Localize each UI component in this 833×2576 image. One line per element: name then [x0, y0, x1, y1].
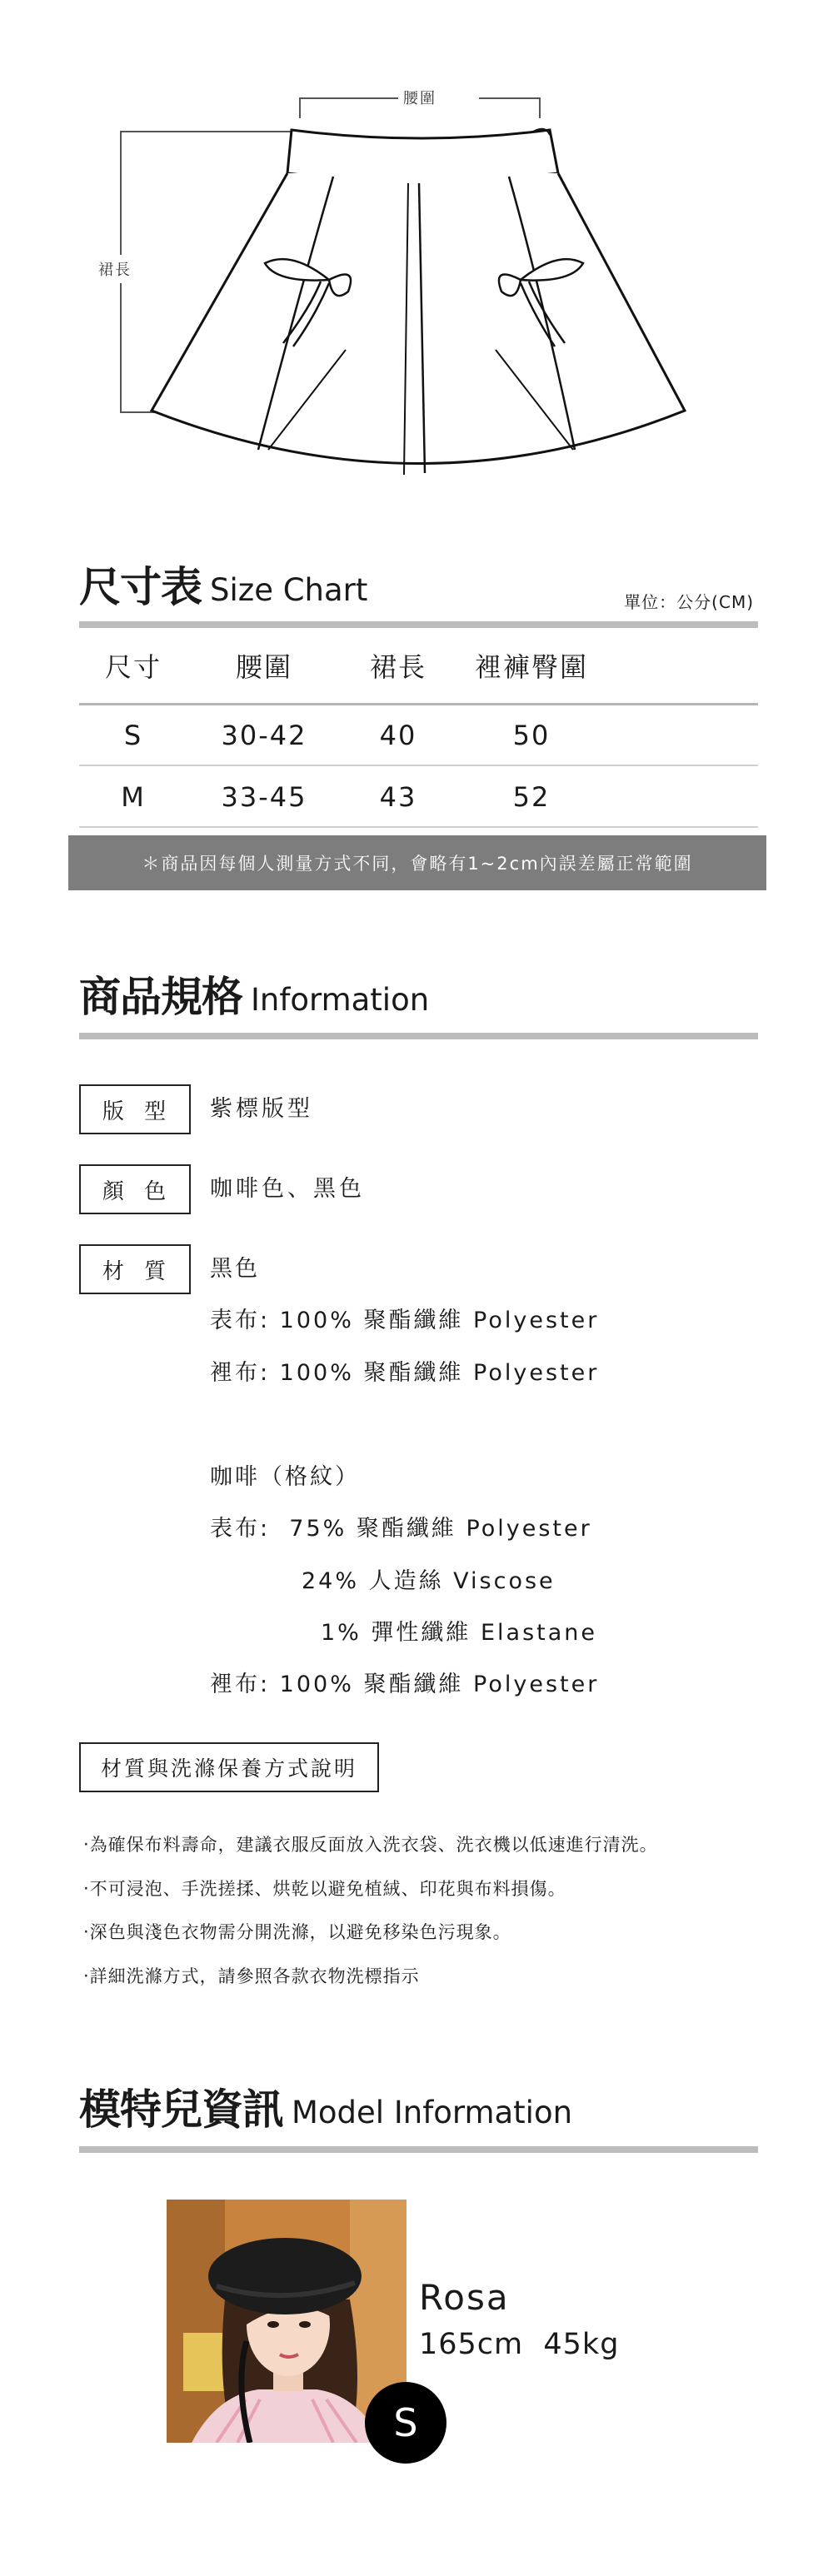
- table-row: [79, 773, 758, 821]
- length-dimension-label: 裙長: [98, 255, 132, 283]
- size-chart-divider: [79, 621, 758, 628]
- spec-title-zh: 商品規格: [79, 973, 242, 1021]
- size-chart-title-en: Size Chart: [210, 572, 368, 608]
- care-line: ‧為確保布料壽命，建議衣服反面放入洗衣袋、洗衣機以低速進行清洗。: [83, 1835, 658, 1855]
- spec-title-en: Information: [251, 982, 430, 1018]
- table-line: [79, 826, 758, 828]
- material-line: 表布: 75% 聚酯纖維 Polyester: [210, 1516, 592, 1542]
- material-line: 24% 人造絲 Viscose: [302, 1568, 556, 1594]
- measurement-note: ＊商品因每個人測量方式不同，會略有1~2cm內誤差屬正常範圍: [68, 835, 766, 890]
- color-value: 咖啡色、黑色: [210, 1176, 365, 1202]
- cell-hip: 52: [512, 781, 551, 813]
- table-line: [79, 703, 758, 705]
- table-line: [79, 765, 758, 766]
- care-title-box: 材質與洗滌保養方式說明: [79, 1742, 379, 1792]
- fit-value: 紫標版型: [210, 1096, 313, 1122]
- care-line: ‧不可浸泡、手洗搓揉、烘乾以避免植絨、印花與布料損傷。: [83, 1879, 566, 1899]
- model-title: [79, 2085, 573, 2134]
- spec-title: [79, 973, 430, 1021]
- care-line: ‧詳細洗滌方式，請參照各款衣物洗標指示: [83, 1966, 420, 1986]
- material-label-box: 材 質: [79, 1244, 191, 1294]
- material-line: 咖啡（格紋）: [210, 1464, 360, 1490]
- fit-label-box: 版 型: [79, 1084, 191, 1134]
- care-line: ‧深色與淺色衣物需分開洗滌，以避免移染色污現象。: [83, 1922, 511, 1942]
- size-table-header: [79, 641, 758, 690]
- material-line: 1% 彈性纖維 Elastane: [321, 1620, 598, 1646]
- model-title-en: Model Information: [292, 2095, 573, 2130]
- material-line: 黑色: [210, 1256, 260, 1282]
- cell-length: 43: [379, 781, 417, 813]
- model-stats: 165cm 45kg: [419, 2328, 620, 2361]
- size-chart-title: [79, 563, 368, 611]
- cell-waist: 30-42: [221, 720, 307, 751]
- material-line: 表布: 100% 聚酯纖維 Polyester: [210, 1308, 600, 1333]
- model-name: Rosa: [419, 2277, 510, 2318]
- cell-waist: 33-45: [221, 781, 307, 813]
- header-hip: 裡褲臀圍: [474, 651, 589, 683]
- cell-hip: 50: [512, 720, 551, 751]
- color-label-box: 顏 色: [79, 1164, 191, 1214]
- size-unit-label: 單位：公分(CM): [624, 592, 754, 612]
- header-length: 裙長: [369, 651, 427, 683]
- cell-size: S: [123, 720, 143, 751]
- model-size-badge: S: [365, 2382, 446, 2464]
- material-line: 裡布: 100% 聚酯纖維 Polyester: [210, 1360, 600, 1386]
- skirt-illustration: [0, 0, 833, 500]
- size-chart-title-zh: 尺寸表: [79, 563, 202, 611]
- cell-length: 40: [379, 720, 417, 751]
- spec-divider: [79, 1033, 758, 1039]
- header-size: 尺寸: [104, 651, 162, 683]
- table-row: [79, 711, 758, 760]
- size-table: [79, 641, 758, 833]
- header-waist: 腰圍: [235, 651, 293, 683]
- model-title-zh: 模特兒資訊: [79, 2085, 283, 2134]
- cell-size: M: [121, 781, 146, 813]
- model-divider: [79, 2146, 758, 2153]
- waist-dimension-label: 腰圍: [398, 87, 441, 108]
- skirt-diagram: [0, 0, 833, 500]
- material-line: 裡布: 100% 聚酯纖維 Polyester: [210, 1672, 600, 1697]
